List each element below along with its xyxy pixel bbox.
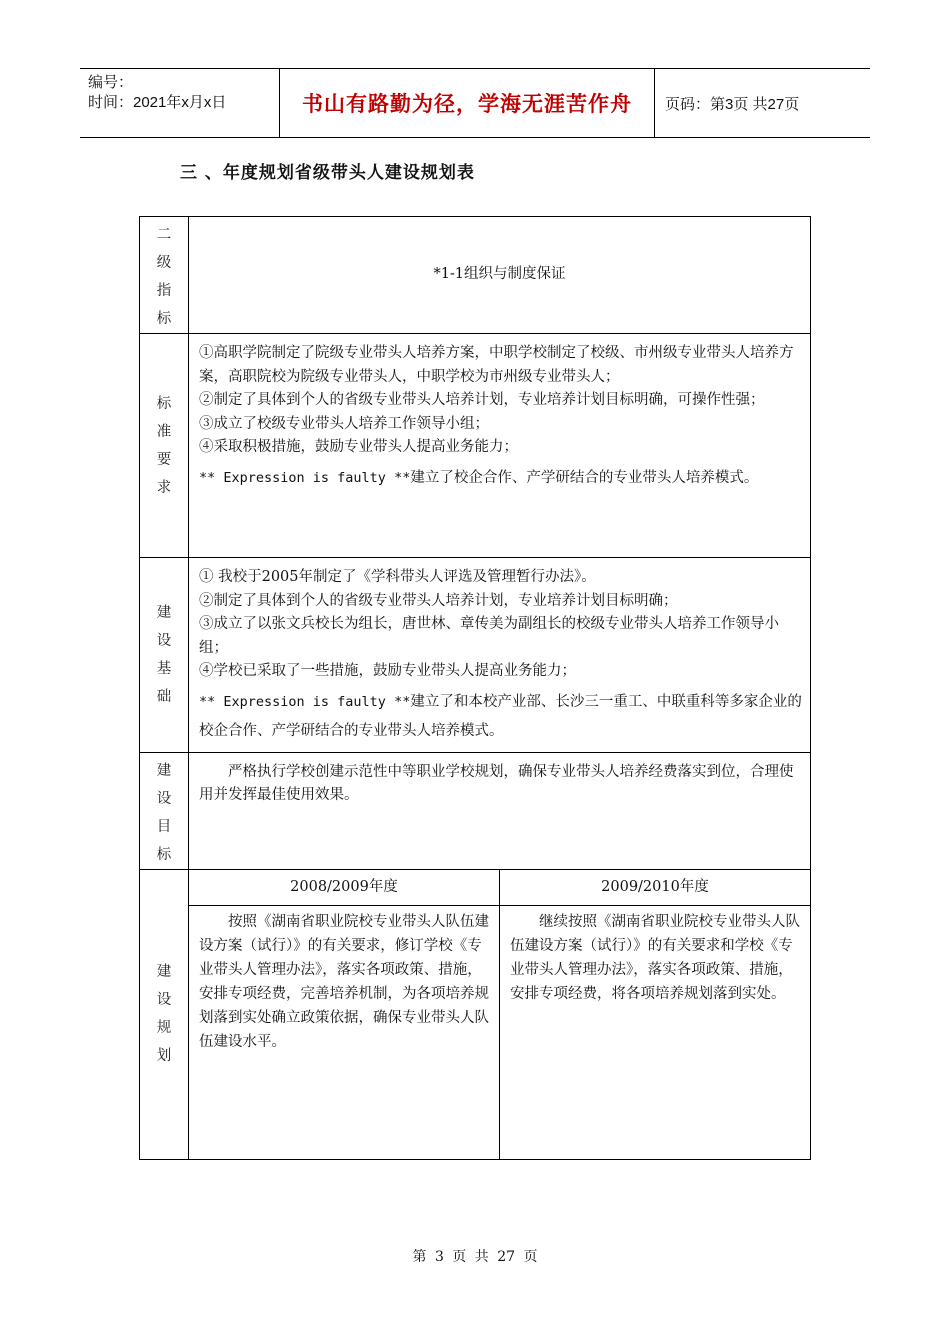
table-row-indicator: [140, 217, 811, 334]
foundation-item: ① 我校于2005年制定了《学科带头人评选及管理暂行办法》。: [199, 569, 596, 585]
plan-content-row: [189, 906, 810, 1159]
indicator-text: *1-1组织与制度保证: [433, 266, 566, 283]
page-footer: 第 3 页 共 27 页: [412, 1249, 538, 1265]
year-header: 2009/2010年度: [500, 870, 811, 906]
table-row-requirements: [140, 334, 811, 558]
row-label: 建 设 目 标: [140, 752, 189, 869]
table-row-foundation: [140, 558, 811, 753]
header-meta: [80, 69, 280, 137]
goal-text: 严格执行学校创建示范性中等职业学校规划，确保专业带头人培养经费落实到位，合理使用并发挥最佳使用效果。: [199, 763, 794, 803]
requirement-item: ①高职学院制定了院级专业带头人培养方案，中职学校制定了校级、市州级专业带头人培养方案，高职院校为院级专业带头人，中职学校为市州级专业带头人；: [199, 345, 794, 385]
page-header: [80, 68, 870, 138]
indicator-cell: [189, 217, 811, 334]
expression-error: ** Expression is faulty **: [199, 693, 411, 710]
foundation-cell: [189, 558, 811, 753]
expression-error: ** Expression is faulty **: [199, 469, 411, 486]
requirement-item: ②制定了具体到个人的省级专业带头人培养计划，专业培养计划目标明确，可操作性强；: [199, 392, 765, 408]
header-page-info: 页码：第3页 共27页: [665, 95, 800, 113]
plan-cell: [189, 869, 811, 1159]
requirements-cell: [189, 334, 811, 558]
plan-header-row: [189, 870, 810, 906]
section-title: 三 、年度规划省级带头人建设规划表: [180, 163, 475, 183]
foundation-item: ③成立了以张文兵校长为组长，唐世林、章传美为副组长的校级专业带头人培养工作领导小组；: [199, 616, 779, 656]
row-label: 建 设 基 础: [140, 558, 189, 753]
foundation-item: ** Expression is faulty **建立了和本校产业部、长沙三一重工、中联重科等多家企业的校企合作、产学研结合的专业带头人培养模式。: [199, 693, 802, 739]
header-motto: 书山有路勤为径，学海无涯苦作舟: [280, 69, 655, 137]
foundation-item: ④学校已采取了一些措施，鼓励专业带头人提高业务能力；: [199, 663, 576, 679]
requirement-item: ③成立了校级专业带头人培养工作领导小组；: [199, 415, 489, 432]
requirement-item: ④采取积极措施，鼓励专业带头人提高业务能力；: [199, 439, 518, 455]
table-row-goal: [140, 752, 811, 869]
table-row-plan: [140, 869, 811, 1159]
plan-table: [139, 216, 811, 1160]
row-label: 建 设 规 划: [140, 869, 189, 1159]
plan-content: 继续按照《湖南省职业院校专业带头人队伍建设方案（试行）》的有关要求和学校《专业带头人管理办法》，落实各项政策、措施，安排专项经费，将各项培养规划落到实处。: [500, 906, 811, 1159]
plan-content: 按照《湖南省职业院校专业带头人队伍建设方案（试行）》的有关要求，修订学校《专业带头人管理办法》，落实各项政策、措施，安排专项经费，完善培养机制，为各项培养规划落到实处确立政策依据，确保专业带头人队伍建设水平。: [189, 906, 500, 1159]
plan-subtable: [189, 870, 810, 1159]
goal-cell: [189, 752, 811, 869]
row-label: 二 级 指 标: [140, 217, 189, 334]
document-date: 时间：2021年x月x日: [88, 94, 227, 111]
requirement-item: ** Expression is faulty **建立了校企合作、产学研结合的专业带头人培养模式。: [199, 469, 759, 486]
foundation-item: ②制定了具体到个人的省级专业带头人培养计划，专业培养计划目标明确；: [199, 592, 678, 609]
document-number: 编号：: [88, 74, 134, 91]
year-header: 2008/2009年度: [189, 870, 500, 906]
row-label: 标 准 要 求: [140, 334, 189, 558]
